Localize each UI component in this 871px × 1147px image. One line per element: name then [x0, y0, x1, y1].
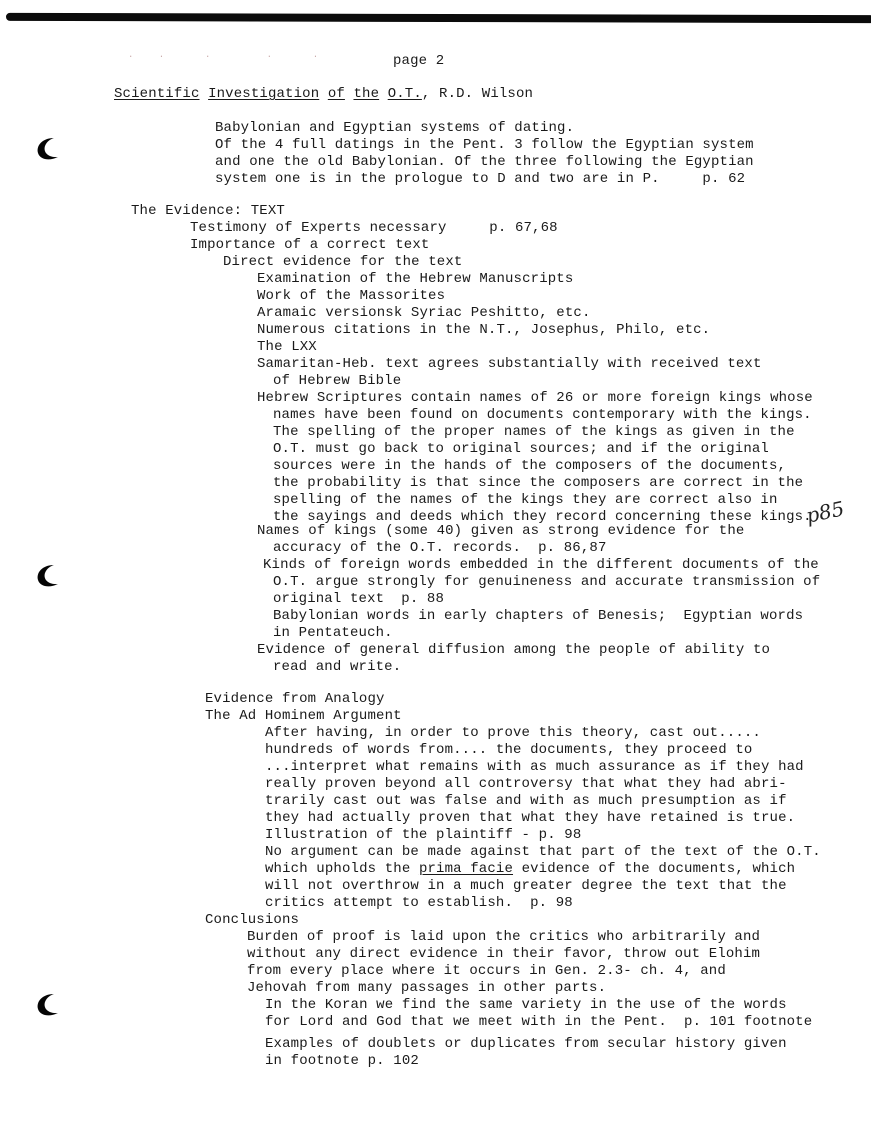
text-line [265, 861, 795, 878]
text-line: Babylonian words in early chapters of Benesis; Egyptian words [273, 608, 804, 624]
text-line: The LXX [257, 339, 317, 355]
text-line: Illustration of the plaintiff - p. 98 [265, 827, 582, 843]
paper-specks: · · · · · [128, 52, 329, 62]
text-line: Kinds of foreign words embedded in the different documents of the [263, 557, 819, 573]
text-line: the probability is that since the composers are correct in the [273, 475, 804, 491]
text-line: O.T. must go back to original sources; and if the original [273, 441, 769, 457]
title-word: Scientific [114, 86, 200, 102]
text-segment: evidence of the documents, which [513, 861, 796, 877]
text-line: sources were in the hands of the composers of the documents, [273, 458, 787, 474]
text-line: The spelling of the proper names of the kings as given in the [273, 424, 795, 440]
top-edge-bar [6, 13, 871, 23]
text-line: Burden of proof is laid upon the critics who arbitrarily and [247, 929, 761, 945]
text-line: trarily cast out was false and with as much presumption as if [265, 793, 787, 809]
text-line: No argument can be made against that part of the text of the O.T. [265, 844, 821, 860]
text-line: ...interpret what remains with as much assurance as if they had [265, 759, 804, 775]
text-line: Evidence of general diffusion among the people of ability to [257, 642, 771, 658]
punch-hole-mark-2 [34, 563, 62, 589]
text-line: spelling of the names of the kings they are correct also in [273, 492, 778, 508]
text-line: in Pentateuch. [273, 625, 393, 641]
text-line: the sayings and deeds which they record concerning these kings. [273, 509, 812, 525]
text-line: accuracy of the O.T. records. p. 86,87 [273, 540, 607, 556]
text-line: In the Koran we find the same variety in the use of the words [265, 997, 787, 1013]
text-line: Examination of the Hebrew Manuscripts [257, 271, 574, 287]
text-line: Jehovah from many passages in other parts. [247, 980, 607, 996]
text-segment: which upholds the [265, 861, 419, 877]
document-title [114, 86, 533, 103]
handwritten-note: p85 [803, 496, 847, 528]
text-line: original text p. 88 [273, 591, 445, 607]
page-number: page 2 [393, 53, 445, 69]
title-word: the [353, 86, 380, 102]
title-word: O.T. [387, 86, 422, 102]
latin-phrase: prima facie [418, 861, 514, 877]
title-word: of [327, 86, 345, 102]
text-line: Aramaic versionsk Syriac Peshitto, etc. [257, 305, 591, 321]
title-word: Investigation [208, 86, 320, 102]
text-line: Direct evidence for the text [223, 254, 463, 270]
text-line: Hebrew Scriptures contain names of 26 or more foreign kings whose [257, 390, 813, 406]
text-line: they had actually proven that what they have retained is true. [265, 810, 796, 826]
text-line: Importance of a correct text [190, 237, 430, 253]
text-line: will not overthrow in a much greater degree the text that the [265, 878, 787, 894]
text-line: Samaritan-Heb. text agrees substantially with received text [257, 356, 762, 372]
section-heading: Evidence from Analogy [205, 691, 385, 707]
punch-hole-mark-3 [34, 992, 62, 1018]
text-line: Babylonian and Egyptian systems of dating. [215, 120, 575, 136]
text-line: in footnote p. 102 [265, 1053, 419, 1069]
title-author: , R.D. Wilson [421, 86, 534, 102]
text-line: for Lord and God that we meet with in the Pent. p. 101 footnote [265, 1014, 813, 1030]
text-line: Testimony of Experts necessary p. 67,68 [190, 220, 558, 236]
text-line: Work of the Massorites [257, 288, 446, 304]
section-heading: The Ad Hominem Argument [205, 708, 402, 724]
text-line: from every place where it occurs in Gen. 2.3- ch. 4, and [247, 963, 726, 979]
text-line: really proven beyond all controversy that what they had abri- [265, 776, 787, 792]
text-line: O.T. argue strongly for genuineness and accurate transmission of [273, 574, 821, 590]
text-line: system one is in the prologue to D and two are in P. p. 62 [215, 171, 746, 187]
text-line: Numerous citations in the N.T., Josephus, Philo, etc. [257, 322, 711, 338]
text-line: Examples of doublets or duplicates from secular history given [265, 1036, 787, 1052]
punch-hole-mark-1 [34, 136, 62, 162]
section-heading: Conclusions [205, 912, 300, 928]
text-line: critics attempt to establish. p. 98 [265, 895, 573, 911]
text-line: Of the 4 full datings in the Pent. 3 follow the Egyptian system [215, 137, 754, 153]
text-line: read and write. [273, 659, 402, 675]
text-line: without any direct evidence in their favor, throw out Elohim [247, 946, 761, 962]
text-line: and one the old Babylonian. Of the three following the Egyptian [215, 154, 754, 170]
text-line: names have been found on documents contemporary with the kings. [273, 407, 812, 423]
text-line: of Hebrew Bible [273, 373, 402, 389]
text-line: After having, in order to prove this theory, cast out..... [265, 725, 761, 741]
text-line: Names of kings (some 40) given as strong evidence for the [257, 523, 745, 539]
section-heading: The Evidence: TEXT [131, 203, 285, 219]
text-line: hundreds of words from.... the documents, they proceed to [265, 742, 753, 758]
